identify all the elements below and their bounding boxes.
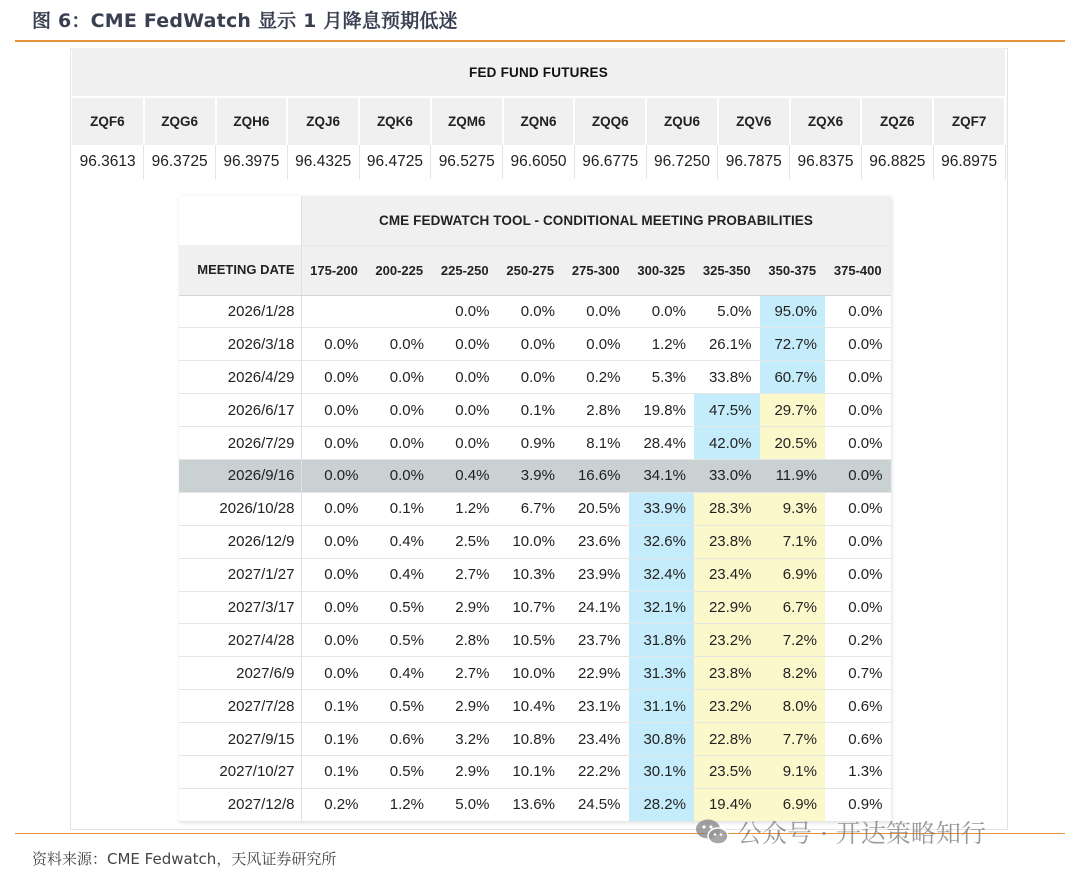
probability-cell: 23.2% [694,624,760,657]
futures-value-cell: 96.8375 [790,145,862,179]
probability-cell: 6.7% [760,591,826,624]
futures-code-cell: ZQZ6 [861,97,933,145]
probability-cell: 3.2% [432,723,498,756]
probability-cell: 0.0% [563,295,629,328]
probability-cell: 10.3% [498,558,564,591]
probability-cell: 72.7% [760,328,826,361]
rate-range-header: 325-350 [694,245,760,295]
futures-code-cell: ZQQ6 [574,97,646,145]
futures-code-cell: ZQJ6 [287,97,359,145]
fed-fund-futures-table [72,48,1006,179]
probability-cell: 0.1% [367,492,433,525]
probability-cell: 0.6% [825,723,891,756]
probability-cell: 0.0% [301,624,367,657]
probability-cell: 10.5% [498,624,564,657]
probability-cell: 0.0% [301,657,367,690]
probability-cell: 1.2% [629,328,695,361]
probability-cell: 33.9% [629,492,695,525]
table-row [179,459,891,492]
probability-cell: 33.0% [694,459,760,492]
table-row [179,624,891,657]
probability-cell: 60.7% [760,361,826,394]
probability-cell: 0.0% [825,394,891,427]
probability-cell: 0.0% [825,492,891,525]
probability-cell: 47.5% [694,394,760,427]
probability-cell: 9.3% [760,492,826,525]
probability-cell: 31.3% [629,657,695,690]
probability-cell: 0.0% [563,328,629,361]
figure-title: 图 6：CME FedWatch 显示 1 月降息预期低迷 [32,10,458,32]
probability-cell: 0.1% [301,690,367,723]
table-row [179,394,891,427]
probability-cell: 0.0% [825,427,891,460]
probability-cell: 26.1% [694,328,760,361]
probability-cell: 0.0% [432,394,498,427]
probability-cell: 28.4% [629,427,695,460]
probability-cell: 23.4% [694,558,760,591]
futures-value-cell: 96.5275 [431,145,503,179]
futures-codes-row [72,97,1005,145]
probability-cell: 28.2% [629,788,695,821]
probability-cell: 0.0% [301,394,367,427]
table-row [179,492,891,525]
rate-range-header: 175-200 [301,245,367,295]
probability-cell: 0.4% [432,459,498,492]
probability-cell: 0.0% [367,427,433,460]
probability-cell: 22.9% [563,657,629,690]
meeting-date-cell: 2026/10/28 [179,492,301,525]
probability-cell: 31.1% [629,690,695,723]
probability-cell: 23.8% [694,525,760,558]
probability-cell: 2.7% [432,558,498,591]
table-row [179,361,891,394]
probability-cell: 0.0% [367,361,433,394]
probability-cell: 95.0% [760,295,826,328]
probability-cell: 8.1% [563,427,629,460]
probability-cell: 19.8% [629,394,695,427]
source-note: 资料来源：CME Fedwatch，天风证券研究所 [32,850,337,868]
rate-range-header: 275-300 [563,245,629,295]
probability-cell: 6.9% [760,558,826,591]
probability-cell: 0.1% [498,394,564,427]
probability-cell: 0.0% [301,328,367,361]
meeting-date-cell: 2026/3/18 [179,328,301,361]
probability-cell: 0.5% [367,755,433,788]
probability-cell: 0.0% [301,427,367,460]
table-row [179,657,891,690]
probability-cell: 10.7% [498,591,564,624]
probability-cell: 6.7% [498,492,564,525]
probability-cell: 0.0% [629,295,695,328]
probability-cell: 1.2% [367,788,433,821]
probability-cell: 10.1% [498,755,564,788]
probability-cell: 7.7% [760,723,826,756]
probability-cell: 0.0% [825,591,891,624]
meeting-date-cell: 2026/6/17 [179,394,301,427]
probability-cell: 23.7% [563,624,629,657]
probability-cell: 0.4% [367,525,433,558]
meeting-date-cell: 2027/7/28 [179,690,301,723]
futures-value-cell: 96.3613 [72,145,144,179]
meeting-date-header: MEETING DATE [179,245,301,295]
futures-value-cell: 96.4325 [287,145,359,179]
table-row [179,591,891,624]
probability-cell: 7.2% [760,624,826,657]
watermark-text: 公众号 · 开达策略知行 [737,819,986,848]
futures-value-cell: 96.4725 [359,145,431,179]
probability-cell: 0.5% [367,591,433,624]
probability-cell: 31.8% [629,624,695,657]
probability-cell: 23.8% [694,657,760,690]
probability-cell: 0.0% [301,558,367,591]
probability-cell [301,295,367,328]
probability-cell: 2.8% [563,394,629,427]
probabilities-title: CME FEDWATCH TOOL - CONDITIONAL MEETING PROBABILITIES [301,196,891,245]
probability-cell: 2.9% [432,690,498,723]
rate-range-header: 300-325 [629,245,695,295]
meeting-date-cell: 2027/12/8 [179,788,301,821]
meeting-date-cell: 2027/10/27 [179,755,301,788]
probability-cell: 0.1% [301,723,367,756]
meeting-date-cell: 2027/1/27 [179,558,301,591]
futures-value-cell: 96.3975 [216,145,288,179]
probability-cell: 9.1% [760,755,826,788]
meeting-date-cell: 2027/6/9 [179,657,301,690]
table-row [179,723,891,756]
probability-cell: 0.0% [367,394,433,427]
futures-code-cell: ZQK6 [359,97,431,145]
probability-cell: 0.0% [301,361,367,394]
meeting-probabilities-table [179,196,891,822]
probability-cell: 10.0% [498,525,564,558]
probability-cell: 24.1% [563,591,629,624]
futures-code-cell: ZQV6 [718,97,790,145]
probability-cell: 5.3% [629,361,695,394]
probability-cell: 42.0% [694,427,760,460]
probability-cell: 8.0% [760,690,826,723]
probability-cell: 0.0% [432,295,498,328]
futures-code-cell: ZQU6 [646,97,718,145]
table-row [179,525,891,558]
probability-cell: 13.6% [498,788,564,821]
probability-cell: 23.2% [694,690,760,723]
meeting-date-cell: 2027/9/15 [179,723,301,756]
probability-cell: 23.6% [563,525,629,558]
futures-value-cell: 96.6050 [503,145,575,179]
futures-value-cell: 96.8975 [933,145,1005,179]
probability-cell: 0.0% [301,459,367,492]
probability-cell: 0.4% [367,558,433,591]
probability-cell: 0.9% [825,788,891,821]
table-row [179,427,891,460]
watermark [695,814,986,850]
probability-cell: 5.0% [694,295,760,328]
probability-cell: 0.2% [825,624,891,657]
probability-cell: 19.4% [694,788,760,821]
probability-cell: 32.4% [629,558,695,591]
probability-cell: 30.8% [629,723,695,756]
meeting-date-cell: 2026/1/28 [179,295,301,328]
probability-cell: 0.0% [432,328,498,361]
probability-cell: 24.5% [563,788,629,821]
meeting-date-cell: 2026/4/29 [179,361,301,394]
probability-cell: 2.5% [432,525,498,558]
probability-cell: 0.0% [301,525,367,558]
probability-cell: 23.5% [694,755,760,788]
probability-cell: 32.6% [629,525,695,558]
probability-cell: 0.1% [301,755,367,788]
futures-code-cell: ZQF6 [72,97,144,145]
probability-cell: 10.8% [498,723,564,756]
probability-cell: 2.7% [432,657,498,690]
probability-cell: 29.7% [760,394,826,427]
probability-cell: 0.0% [498,295,564,328]
probability-cell: 0.7% [825,657,891,690]
probability-cell: 0.0% [825,525,891,558]
probability-cell: 0.2% [563,361,629,394]
probability-cell: 10.4% [498,690,564,723]
probability-cell: 2.8% [432,624,498,657]
probability-cell: 20.5% [563,492,629,525]
futures-value-cell: 96.7250 [646,145,718,179]
table-row [179,690,891,723]
probability-cell: 0.0% [498,361,564,394]
probability-cell: 20.5% [760,427,826,460]
probability-cell: 32.1% [629,591,695,624]
probability-cell [367,295,433,328]
futures-value-cell: 96.3725 [144,145,216,179]
table-row [179,755,891,788]
table-row [179,328,891,361]
probability-cell: 0.6% [825,690,891,723]
probability-cell: 0.0% [367,459,433,492]
probability-cell: 0.0% [498,328,564,361]
probability-cell: 0.5% [367,624,433,657]
probability-cell: 0.5% [367,690,433,723]
probability-cell: 0.0% [825,328,891,361]
probability-cell: 0.6% [367,723,433,756]
probability-cell: 1.2% [432,492,498,525]
probability-cell: 1.3% [825,755,891,788]
probability-cell: 22.9% [694,591,760,624]
probability-cell: 34.1% [629,459,695,492]
probability-cell: 10.0% [498,657,564,690]
probability-cell: 11.9% [760,459,826,492]
probability-cell: 7.1% [760,525,826,558]
futures-values-row [72,145,1005,179]
probability-cell: 0.0% [825,459,891,492]
probability-cell: 0.0% [301,591,367,624]
futures-value-cell: 96.7875 [718,145,790,179]
probability-cell: 3.9% [498,459,564,492]
probability-cell: 23.1% [563,690,629,723]
probability-cell: 8.2% [760,657,826,690]
probability-cell: 5.0% [432,788,498,821]
futures-value-cell: 96.8825 [861,145,933,179]
probability-cell: 0.0% [367,328,433,361]
meeting-date-cell: 2026/7/29 [179,427,301,460]
futures-code-cell: ZQH6 [216,97,288,145]
probability-cell: 0.0% [825,361,891,394]
probability-cell: 30.1% [629,755,695,788]
table-row [179,295,891,328]
rate-range-header: 225-250 [432,245,498,295]
probability-cell: 22.8% [694,723,760,756]
futures-code-cell: ZQN6 [503,97,575,145]
probability-cell: 0.9% [498,427,564,460]
probability-cell: 23.9% [563,558,629,591]
probability-cell: 2.9% [432,755,498,788]
futures-code-cell: ZQF7 [933,97,1005,145]
rate-range-header: 375-400 [825,245,891,295]
probability-cell: 23.4% [563,723,629,756]
probability-cell: 16.6% [563,459,629,492]
probability-cell: 0.2% [301,788,367,821]
futures-code-cell: ZQM6 [431,97,503,145]
meeting-date-cell: 2027/4/28 [179,624,301,657]
rate-range-header: 200-225 [367,245,433,295]
probability-cell: 0.0% [432,427,498,460]
rate-range-header: 250-275 [498,245,564,295]
probability-cell: 22.2% [563,755,629,788]
probabilities-header-row [179,245,891,295]
probability-cell: 2.9% [432,591,498,624]
meeting-date-cell: 2026/12/9 [179,525,301,558]
probability-cell: 33.8% [694,361,760,394]
table-corner [179,196,301,245]
probability-cell: 0.0% [301,492,367,525]
probability-cell: 0.4% [367,657,433,690]
probability-cell: 6.9% [760,788,826,821]
probability-cell: 0.0% [432,361,498,394]
table-row [179,558,891,591]
futures-code-cell: ZQG6 [144,97,216,145]
futures-title: FED FUND FUTURES [72,48,1005,97]
futures-code-cell: ZQX6 [790,97,862,145]
probability-cell: 28.3% [694,492,760,525]
wechat-icon [695,818,729,846]
futures-value-cell: 96.6775 [574,145,646,179]
probability-cell: 0.0% [825,558,891,591]
top-rule [15,40,1065,42]
probability-cell: 0.0% [825,295,891,328]
rate-range-header: 350-375 [760,245,826,295]
meeting-date-cell: 2026/9/16 [179,459,301,492]
meeting-date-cell: 2027/3/17 [179,591,301,624]
